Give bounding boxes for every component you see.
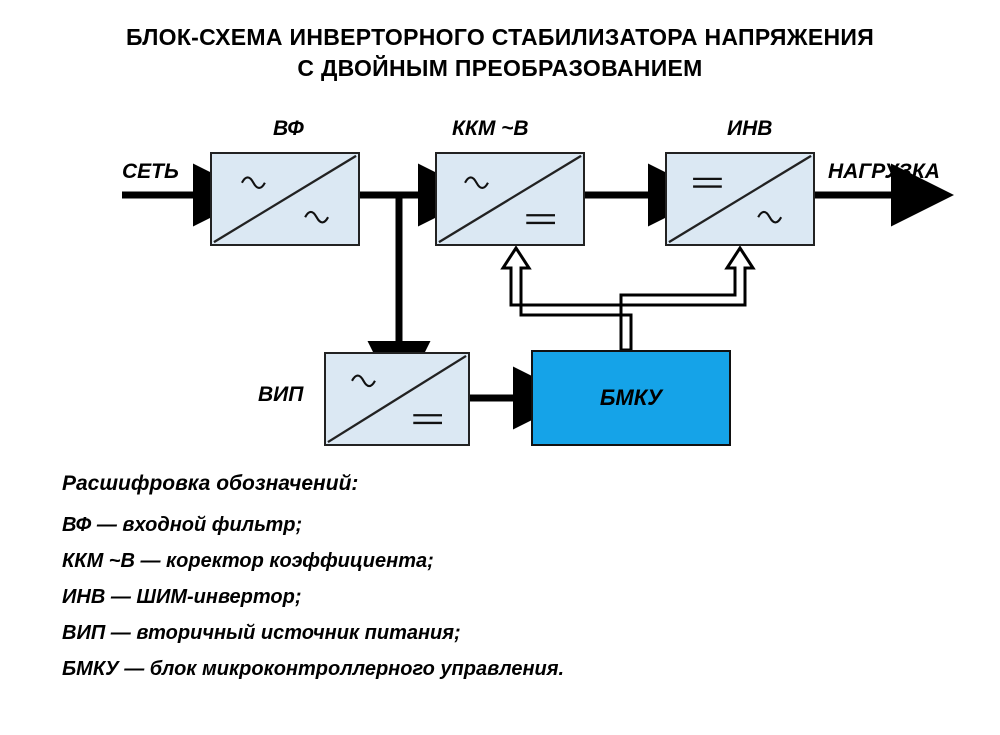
block-vip-symbols xyxy=(326,354,468,444)
legend-item-vf: ВФ — входной фильтр; xyxy=(62,514,303,536)
control-bus-bmku xyxy=(503,248,753,350)
block-inv-symbols xyxy=(667,154,813,244)
label-load-output: НАГРУЗКА xyxy=(828,160,940,183)
block-caption-vip: ВИП xyxy=(258,383,304,406)
block-kkm xyxy=(435,152,585,246)
label-mains-input: СЕТЬ xyxy=(122,160,179,183)
legend-item-bmku: БМКУ — блок микроконтроллерного управления. xyxy=(62,658,565,680)
block-vf xyxy=(210,152,360,246)
block-caption-kkm: ККМ ~В xyxy=(452,117,529,140)
legend xyxy=(62,472,962,694)
page-title xyxy=(0,22,1000,84)
block-vf-symbols xyxy=(212,154,358,244)
block-bmku xyxy=(531,350,731,446)
block-kkm-symbols xyxy=(437,154,583,244)
title-line-1: БЛОК-СХЕМА ИНВЕРТОРНОГО СТАБИЛИЗАТОРА НАПРЯЖЕНИЯ xyxy=(125,24,875,50)
block-caption-vf: ВФ xyxy=(273,117,304,140)
block-vip xyxy=(324,352,470,446)
legend-item-vip: ВИП — вторичный источник питания; xyxy=(62,622,461,644)
legend-item-inv: ИНВ — ШИМ-инвертор; xyxy=(62,586,302,608)
legend-heading: Расшифровка обозначений: xyxy=(62,472,359,495)
block-bmku-label: БМКУ xyxy=(599,385,663,410)
title-line-2: С ДВОЙНЫМ ПРЕОБРАЗОВАНИЕМ xyxy=(297,55,703,82)
block-caption-inv: ИНВ xyxy=(727,117,773,140)
legend-item-kkm: ККМ ~В — коректор коэффициента; xyxy=(62,550,434,572)
block-inv xyxy=(665,152,815,246)
